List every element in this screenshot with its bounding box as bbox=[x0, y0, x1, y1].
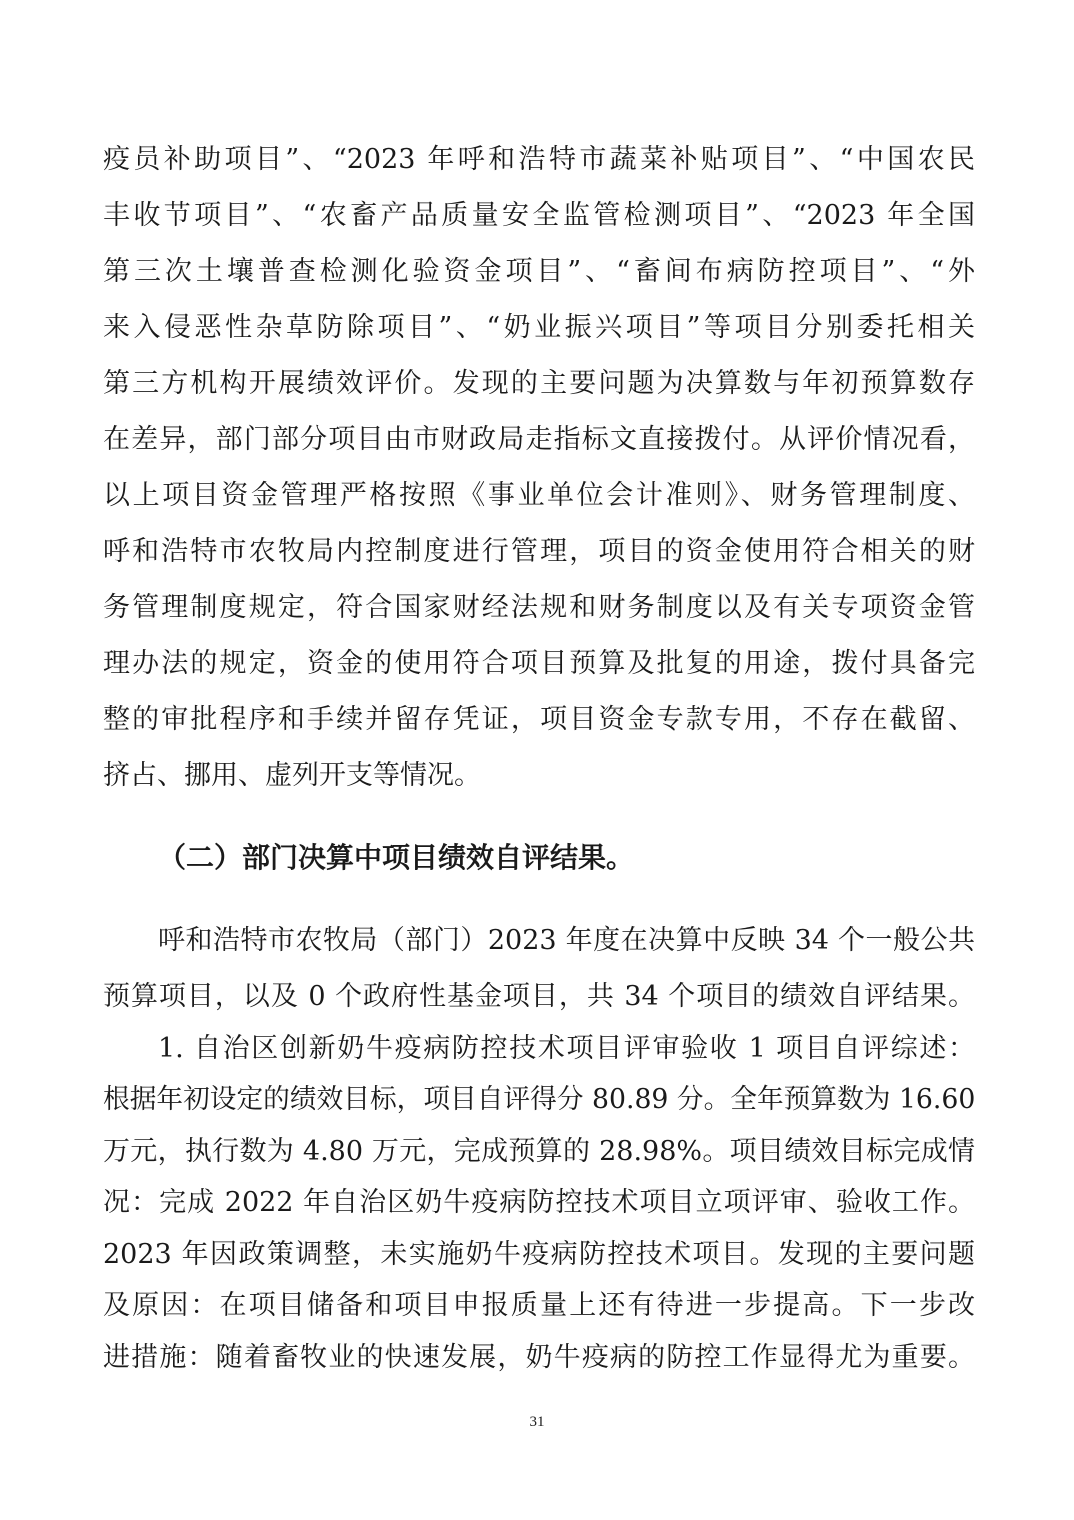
text-line: 及原因：在项目储备和项目申报质量上还有待进一步提高。下一步改 bbox=[103, 1290, 975, 1321]
text-line: 理办法的规定，资金的使用符合项目预算及批复的用途，拨付具备完 bbox=[103, 648, 975, 679]
text-line: 1. 自治区创新奶牛疫病防控技术项目评审验收 1 项目自评综述： bbox=[158, 1033, 975, 1064]
page-number: 31 bbox=[529, 1414, 545, 1430]
text-line: 第三方机构开展绩效评价。发现的主要问题为决算数与年初预算数存 bbox=[103, 368, 975, 399]
text-line: 况：完成 2022 年自治区奶牛疫病防控技术项目立项评审、验收工作。 bbox=[103, 1187, 975, 1218]
text-line: 挤占、挪用、虚列开支等情况。 bbox=[103, 760, 481, 791]
text-line: 预算项目，以及 0 个政府性基金项目，共 34 个项目的绩效自评结果。 bbox=[103, 981, 975, 1012]
text-line: 2023 年因政策调整，未实施奶牛疫病防控技术项目。发现的主要问题 bbox=[103, 1239, 975, 1270]
text-line: 第三次土壤普查检测化验资金项目”、“畜间布病防控项目”、“外 bbox=[103, 256, 975, 287]
text-line: 来入侵恶性杂草防除项目”、“奶业振兴项目”等项目分别委托相关 bbox=[103, 312, 975, 343]
text-line: 务管理制度规定，符合国家财经法规和财务制度以及有关专项资金管 bbox=[103, 592, 975, 623]
text-line: 以上项目资金管理严格按照《事业单位会计准则》、财务管理制度、 bbox=[103, 480, 975, 511]
text-line: 疫员补助项目”、“2023 年呼和浩特市蔬菜补贴项目”、“中国农民 bbox=[103, 144, 975, 175]
text-line: 呼和浩特市农牧局内控制度进行管理，项目的资金使用符合相关的财 bbox=[103, 536, 975, 567]
text-line: 万元，执行数为 4.80 万元，完成预算的 28.98%。项目绩效目标完成情 bbox=[103, 1136, 975, 1167]
text-line: 根据年初设定的绩效目标，项目自评得分 80.89 分。全年预算数为 16.60 bbox=[103, 1084, 976, 1115]
text-line: 在差异，部门部分项目由市财政局走指标文直接拨付。从评价情况看， bbox=[103, 424, 975, 455]
text-line: 呼和浩特市农牧局（部门）2023 年度在决算中反映 34 个一般公共 bbox=[158, 925, 975, 956]
section-heading: （二）部门决算中项目绩效自评结果。 bbox=[158, 841, 635, 874]
text-line: 丰收节项目”、“农畜产品质量安全监管检测项目”、“2023 年全国 bbox=[103, 200, 975, 231]
text-line: 进措施：随着畜牧业的快速发展，奶牛疫病的防控工作显得尤为重要。 bbox=[103, 1342, 975, 1373]
text-line: 整的审批程序和手续并留存凭证，项目资金专款专用，不存在截留、 bbox=[103, 704, 975, 735]
